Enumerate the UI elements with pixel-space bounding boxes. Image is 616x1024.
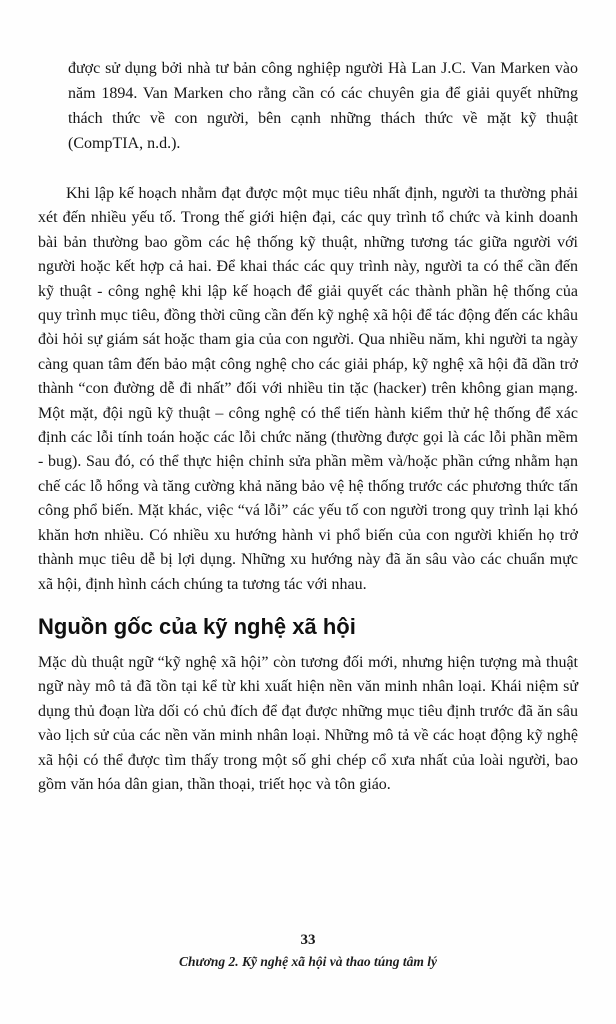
paragraph-social-engineering-planning: Khi lập kế hoạch nhằm đạt được một mục tiêu nhất định, người ta thường phải xét đến nhiều yếu tố. Trong thế giới hiện đại, các quy trình tổ chức và kinh doanh bài bản thường bao gồm các hệ thống kỹ thuật, những tương tác giữa người với người hoặc kết hợp cả hai. Để khai thác các quy trình này, người ta có thể cần đến kỹ thuật - công nghệ khi lập kế hoạch để giải quyết các thành phần hệ thống của quy trình mục tiêu, đồng thời cũng cần đến kỹ nghệ xã hội để tác động đến các khâu đòi hỏi sự giám sát hoặc tham gia của con người. Qua nhiều năm, khi người ta ngày càng quan tâm đến bảo mật công nghệ cho các giải pháp, kỹ nghệ xã hội đã dần trở thành “con đường dễ đi nhất” đối với nhiều tin tặc (hacker) trên không gian mạng. Một mặt, đội ngũ kỹ thuật – công nghệ có thể tiến hành kiểm thử hệ thống để xác định các lỗi tính toán hoặc các lỗi chức năng (thường được gọi là các lỗi phần mềm - bug). Sau đó, có thể thực hiện chỉnh sửa phần mềm và/hoặc phần cứng nhằm hạn chế các lỗ hổng và tăng cường khả năng bảo vệ hệ thống trước các phương thức tấn công phổ biến. Mặt khác, việc “vá lỗi” các yếu tố con người trong quy trình lại khó khăn hơn nhiều. Có nhiều xu hướng hành vi phổ biến của con người khiến họ trở thành mục tiêu dễ bị lợi dụng. Những xu hướng này đã ăn sâu vào các chuẩn mực xã hội, định hình cách chúng ta tương tác với nhau.: [38, 185, 578, 593]
paragraph-origins: Mặc dù thuật ngữ “kỹ nghệ xã hội” còn tương đối mới, nhưng hiện tượng mà thuật ngữ này mô tả đã tồn tại kể từ khi xuất hiện nền văn minh nhân loại. Khái niệm sử dụng thủ đoạn lừa dối có chủ đích để đạt được những mục tiêu định trước đã ăn sâu vào lịch sử của các nền văn minh nhân loại. Những mô tả về các hoạt động kỹ nghệ xã hội có thể được tìm thấy trong một số ghi chép cổ xưa nhất của loài người, bao gồm văn hóa dân gian, thần thoại, triết học và tôn giáo.: [38, 653, 578, 793]
block-quote: được sử dụng bởi nhà tư bản công nghiệp người Hà Lan J.C. Van Marken vào năm 1894. Van Marken cho rằng cần có các chuyên gia để giải quyết những thách thức về con người, bên cạnh những thách thức về mặt kỹ thuật (CompTIA, n.d.).: [68, 60, 578, 152]
page-footer: [0, 930, 616, 971]
section-heading: Nguồn gốc của kỹ nghệ xã hội: [38, 613, 356, 639]
chapter-footer: Chương 2. Kỹ nghệ xã hội và thao túng tâm lý: [178, 954, 437, 969]
page-number: 33: [300, 932, 316, 948]
